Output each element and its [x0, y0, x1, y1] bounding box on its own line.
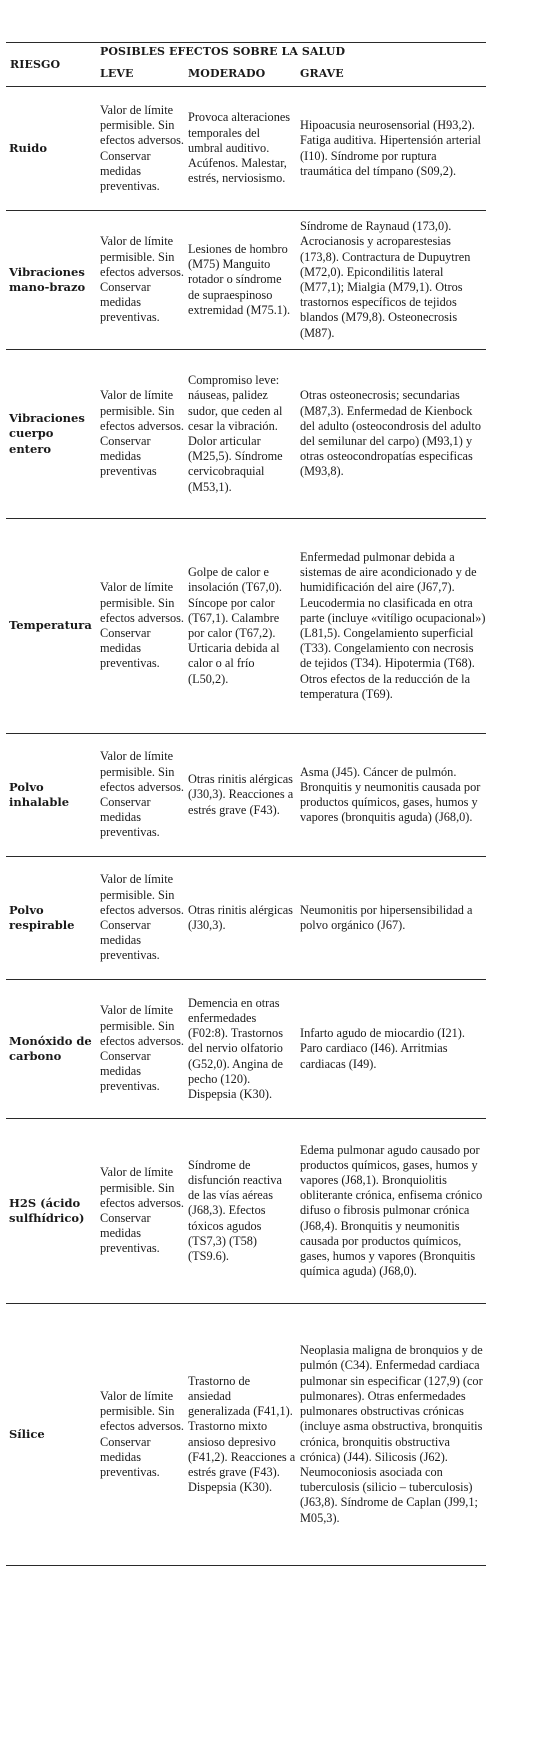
- leve-cell: Valor de límite permisible. Sin efectos adversos. Conservar medidas preventivas.: [96, 87, 184, 211]
- table-row: [6, 1304, 486, 1566]
- moderado-cell: Trastorno de ansiedad generalizada (F41,1). Trastorno mixto ansioso depresivo (F41,2). Reacciones a estrés grave (F43). Dispepsia (K30).: [184, 1304, 296, 1566]
- riesgo-cell: Polvo inhalable: [6, 734, 96, 857]
- riesgo-cell: Monóxido de carbono: [6, 980, 96, 1119]
- leve-cell: Valor de límite permisible. Sin efectos adversos. Conservar medidas preventivas: [96, 350, 184, 519]
- riesgo-cell: Polvo respirable: [6, 857, 96, 980]
- moderado-cell: Compromiso leve: náuseas, palidez sudor, que ceden al cesar la vibración. Dolor articular (M25,5). Síndrome cervicobraquial (M53,1).: [184, 350, 296, 519]
- table-body: [6, 87, 486, 1566]
- leve-cell: Valor de límite permisible. Sin efectos adversos. Conservar medidas preventivas.: [96, 734, 184, 857]
- header-moderado: MODERADO: [188, 66, 266, 80]
- moderado-cell: Síndrome de disfunción reactiva de las vías aéreas (J68,3). Efectos tóxicos agudos (TS7,3) (T58) (TS9.6).: [184, 1119, 296, 1304]
- moderado-cell: Otras rinitis alérgicas (J30,3).: [184, 857, 296, 980]
- table-header: [6, 43, 486, 87]
- riesgo-cell: Vibraciones mano-brazo: [6, 211, 96, 350]
- leve-cell: Valor de límite permisible. Sin efectos adversos. Conservar medidas preventivas.: [96, 980, 184, 1119]
- leve-cell: Valor de límite permisible. Sin efectos adversos. Conservar medidas preventivas.: [96, 519, 184, 734]
- leve-cell: Valor de límite permisible. Sin efectos adversos. Conservar medidas preventivas.: [96, 211, 184, 350]
- grave-cell: Neoplasia maligna de bronquios y de pulmón (C34). Enfermedad cardiaca pulmonar sin especificar (127,9) (cor pulmonares). Otras enfermedades pulmonares obstructivas crónicas (incluye asma obstructiva, bronquitis crónica, bronquitis obstructiva crónica) (J44). Silicosis (J62). Neumoconiosis asociada con tuberculosis (silicio – tuberculosis) (J63,8). Síndrome de Caplan (J99,1; M05,3).: [296, 1304, 486, 1566]
- leve-cell: Valor de límite permisible. Sin efectos adversos. Conservar medidas preventivas.: [96, 1304, 184, 1566]
- riesgo-cell: Ruido: [6, 87, 96, 211]
- riesgo-cell: Vibraciones cuerpo entero: [6, 350, 96, 519]
- grave-cell: Enfermedad pulmonar debida a sistemas de aire acondicionado y de humidificación del aire (J67,7). Leucodermia no clasificada en otra parte (incluye «vitíligo ocupacional») (L81,5). Congelamiento superficial (T33). Congelamiento con necrosis de tejidos (T34). Hipotermia (T68). Otros efectos de la reducción de la temperatura (T69).: [296, 519, 486, 734]
- leve-cell: Valor de límite permisible. Sin efectos adversos. Conservar medidas preventivas.: [96, 857, 184, 980]
- table-row: [6, 980, 486, 1119]
- header-leve: LEVE: [100, 66, 134, 80]
- table-row: [6, 350, 486, 519]
- health-effects-table: [6, 42, 486, 1566]
- table-row: [6, 519, 486, 734]
- riesgo-cell: Sílice: [6, 1304, 96, 1566]
- grave-cell: Asma (J45). Cáncer de pulmón. Bronquitis y neumonitis causada por productos químicos, gases, humos y vapores (bronquitis aguda) (J68,0).: [296, 734, 486, 857]
- grave-cell: Síndrome de Raynaud (173,0). Acrocianosis y acroparestesias (173,8). Contractura de Dupuytren (M72,0). Epicondilitis lateral (M77,1); Mialgia (M79,1). Otros trastornos específicos de tejidos blandos (M79,8). Osteonecrosis (M87).: [296, 211, 486, 350]
- grave-cell: Edema pulmonar agudo causado por productos químicos, gases, humos y vapores (J68,1). Bronquiolitis obliterante crónica, enfisema crónico difuso o fibrosis pulmonar crónica (J68,4). Bronquitis y neumonitis causada por productos químicos, gases, humos y vapores (Bronquitis química aguda) (J68,0).: [296, 1119, 486, 1304]
- moderado-cell: Lesiones de hombro (M75) Manguito rotador o síndrome de supraespinoso extremidad (M75.1).: [184, 211, 296, 350]
- table-row: [6, 211, 486, 350]
- grave-cell: Infarto agudo de miocardio (I21). Paro cardiaco (I46). Arritmias cardiacas (I49).: [296, 980, 486, 1119]
- table-row: [6, 87, 486, 211]
- header-grave: GRAVE: [300, 66, 344, 80]
- table-row: [6, 734, 486, 857]
- moderado-cell: Otras rinitis alérgicas (J30,3). Reacciones a estrés grave (F43).: [184, 734, 296, 857]
- header-posibles-efectos: POSIBLES EFECTOS SOBRE LA SALUD: [96, 43, 486, 61]
- grave-cell: Hipoacusia neurosensorial (H93,2). Fatiga auditiva. Hipertensión arterial (I10). Síndrome por ruptura traumática del tímpano (S09,2).: [296, 87, 486, 211]
- leve-cell: Valor de límite permisible. Sin efectos adversos. Conservar medidas preventivas.: [96, 1119, 184, 1304]
- health-effects-table-container: [6, 42, 486, 1566]
- table-row: [6, 857, 486, 980]
- moderado-cell: Provoca alteraciones temporales del umbral auditivo. Acúfenos. Malestar, estrés, nerviosismo.: [184, 87, 296, 211]
- grave-cell: Neumonitis por hipersensibilidad a polvo orgánico (J67).: [296, 857, 486, 980]
- table-row: [6, 1119, 486, 1304]
- riesgo-cell: Temperatura: [6, 519, 96, 734]
- header-riesgo: RIESGO: [6, 43, 96, 87]
- moderado-cell: Demencia en otras enfermedades (F02:8). Trastornos del nervio olfatorio (G52,0). Angina de pecho (120). Dispepsia (K30).: [184, 980, 296, 1119]
- moderado-cell: Golpe de calor e insolación (T67,0). Síncope por calor (T67,1). Calambre por calor (T67,2). Urticaria debida al calor o al frío (L50,2).: [184, 519, 296, 734]
- riesgo-cell: H2S (ácido sulfhídrico): [6, 1119, 96, 1304]
- grave-cell: Otras osteonecrosis; secundarias (M87,3). Enfermedad de Kienbock del adulto (osteocondrosis del adulto del semilunar del carpo) (M93,1) y otras osteocondropatías especificas (M93,8).: [296, 350, 486, 519]
